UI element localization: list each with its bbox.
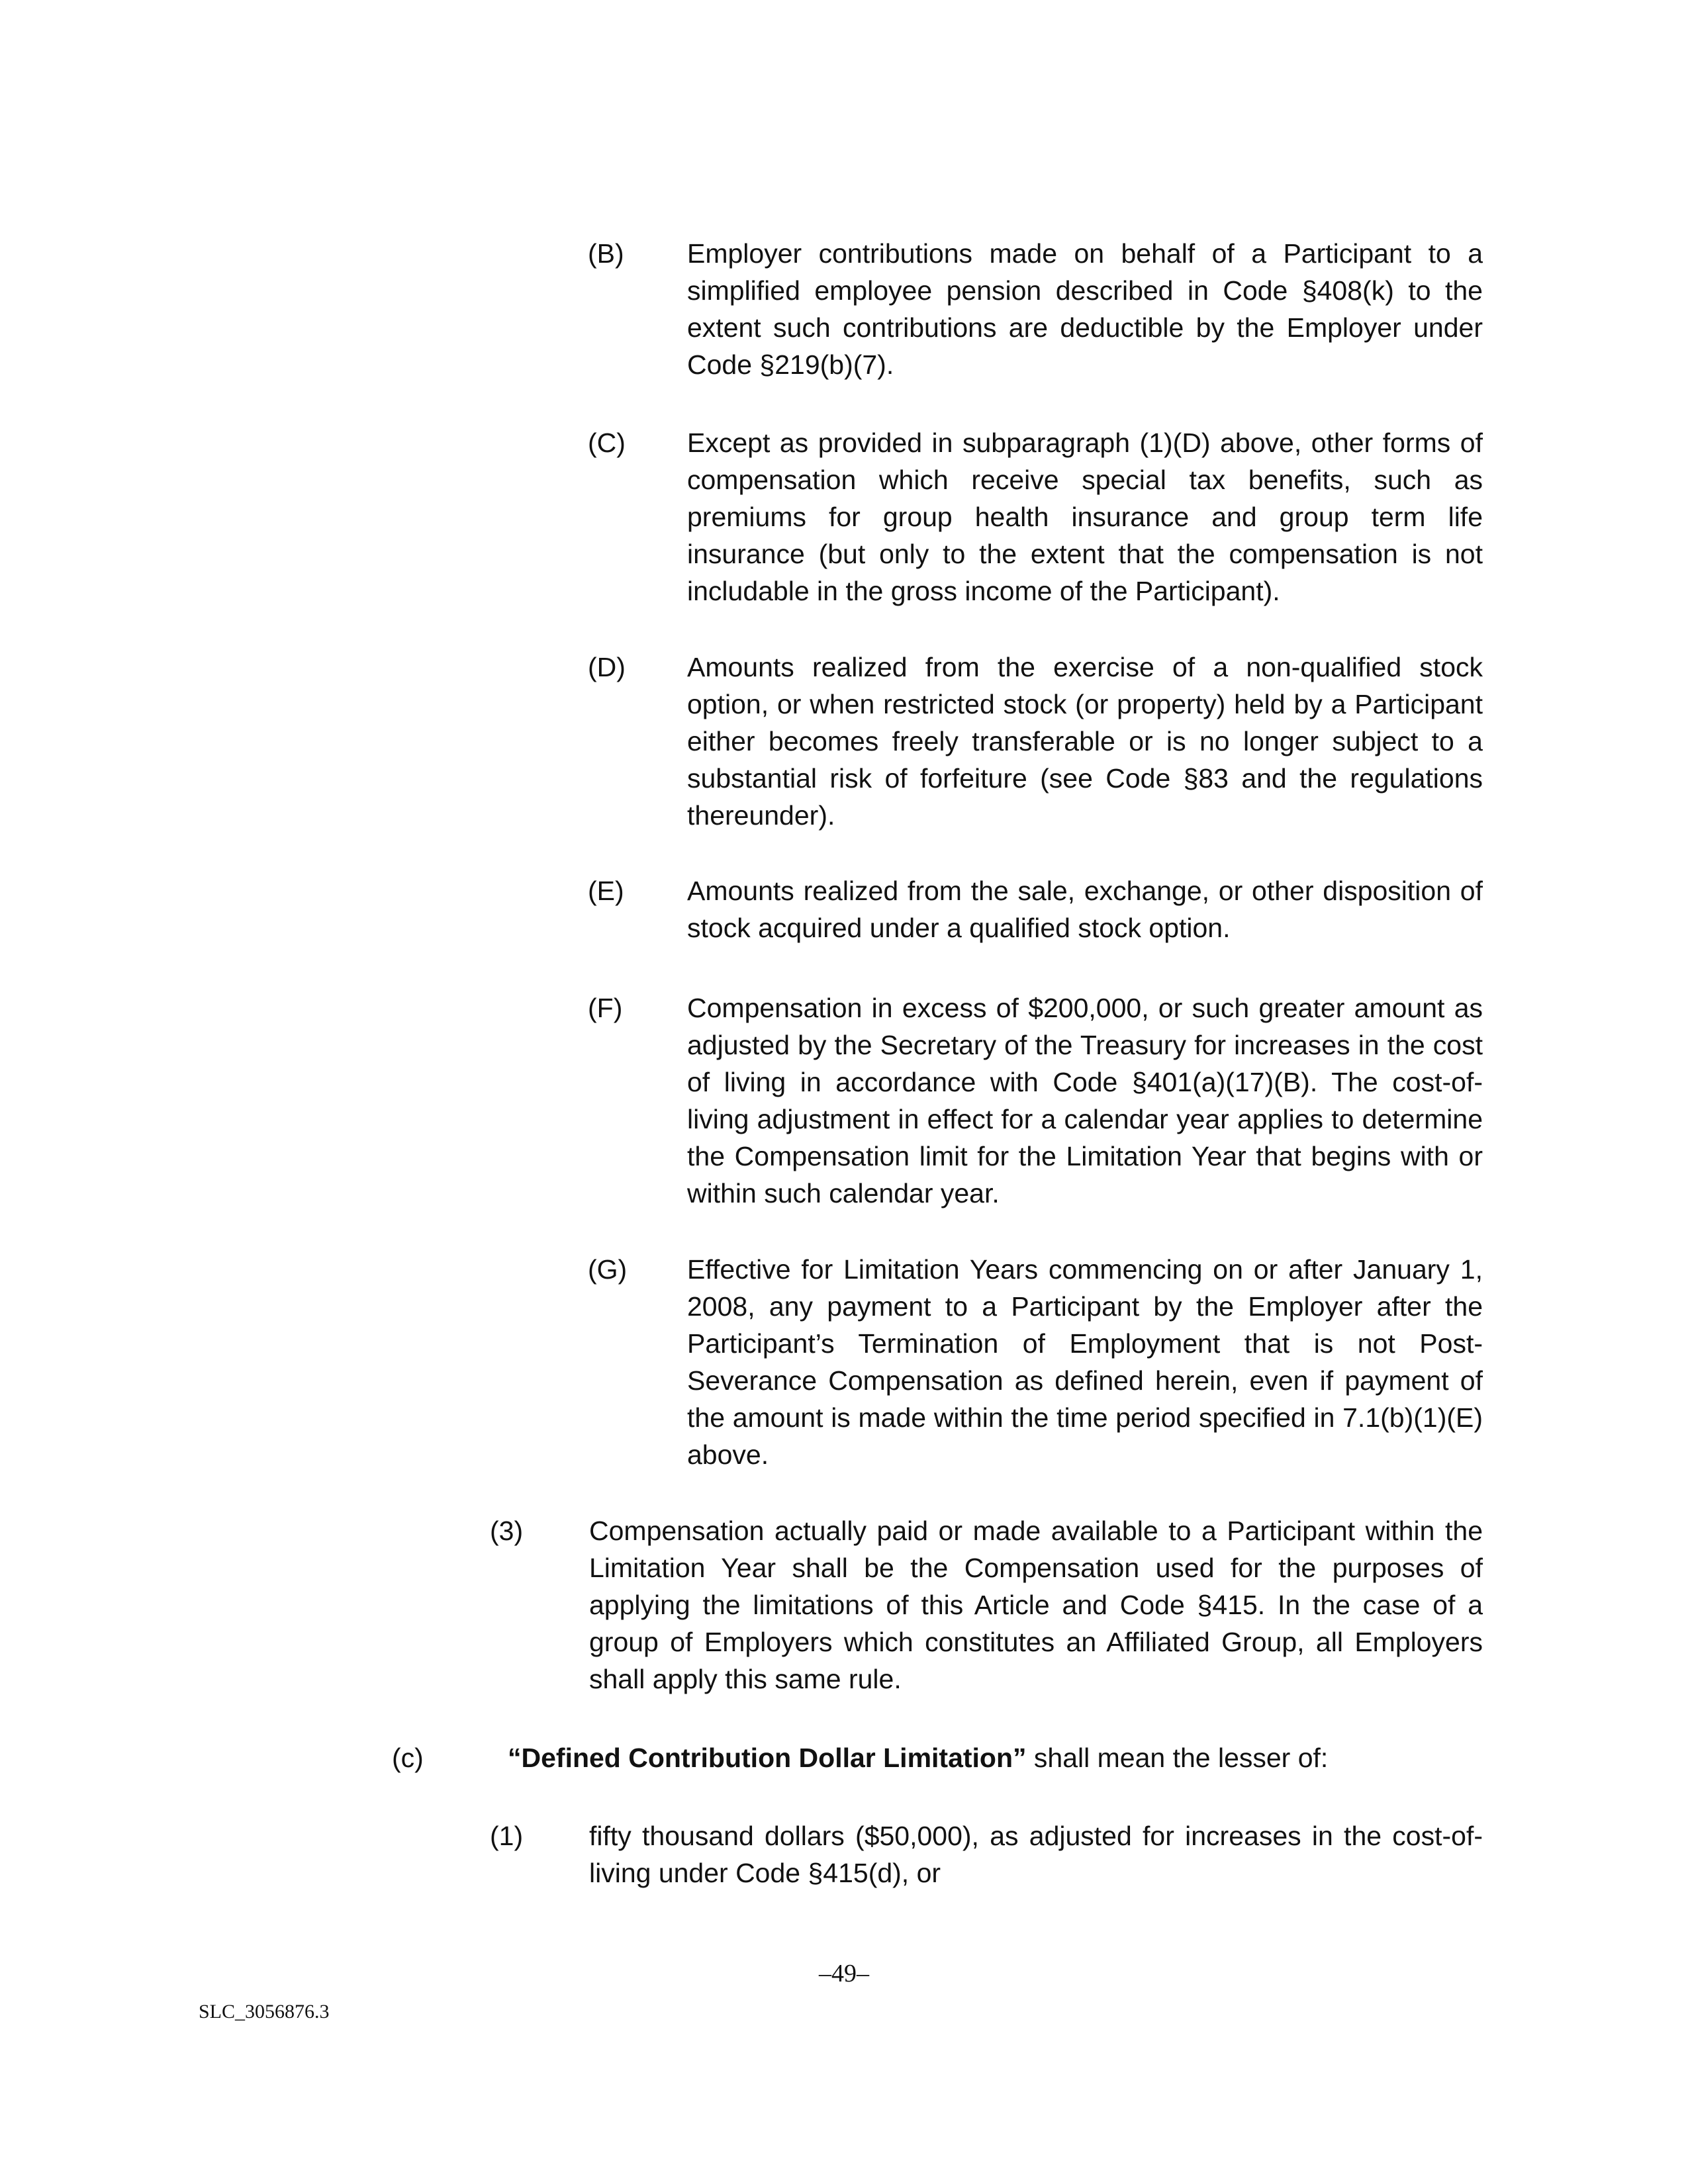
subparagraph-f bbox=[588, 989, 1483, 1214]
paragraph-text: fifty thousand dollars ($50,000), as adjusted for increases in the cost-of-living under Code §415(d), or bbox=[589, 1821, 1483, 1888]
section-c bbox=[392, 1739, 1483, 1779]
subparagraph-text: Employer contributions made on behalf of a Participant to a simplified employee pension described in Code §408(k) to the extent such contributions are deductible by the Employer under Code §219(b)(7). bbox=[687, 238, 1483, 380]
subparagraph-label: (G) bbox=[588, 1254, 628, 1285]
paragraph-3 bbox=[490, 1512, 1483, 1704]
subparagraph-label: (C) bbox=[588, 428, 626, 458]
subparagraph-text: Amounts realized from the sale, exchange, or other disposition of stock acquired under a qualified stock option. bbox=[687, 876, 1483, 943]
section-text bbox=[508, 1739, 1483, 1776]
subparagraph-c bbox=[588, 424, 1483, 616]
subparagraph-g bbox=[588, 1251, 1483, 1476]
subparagraph-label: (F) bbox=[588, 993, 623, 1023]
subparagraph-b bbox=[588, 235, 1483, 387]
subparagraph-d bbox=[588, 649, 1483, 841]
definition-text: shall mean the lesser of: bbox=[1026, 1743, 1329, 1773]
subparagraph-label: (B) bbox=[588, 238, 624, 269]
document-id: SLC_3056876.3 bbox=[199, 2001, 330, 2023]
subparagraph-label: (D) bbox=[588, 652, 626, 682]
defined-term: “Defined Contribution Dollar Limitation” bbox=[508, 1743, 1027, 1773]
paragraph-label: (3) bbox=[490, 1516, 524, 1546]
subparagraph-text: Compensation in excess of $200,000, or such greater amount as adjusted by the Secretary of the Treasury for increases in the cost of living in accordance with Code §401(a)(17)(B). The cost-of-living adjustment in effect for a calendar year applies to determine the Compensation limit for the Limitation Year that begins with or within such calendar year. bbox=[687, 993, 1483, 1208]
subparagraph-text: Except as provided in subparagraph (1)(D) above, other forms of compensation which receive special tax benefits, such as premiums for group health insurance and group term life insurance (but only to the extent that the compensation is not includable in the gross income of the Participant). bbox=[687, 428, 1483, 606]
paragraph-label: (1) bbox=[490, 1821, 524, 1851]
section-label: (c) bbox=[392, 1743, 424, 1773]
subparagraph-label: (E) bbox=[588, 876, 624, 906]
subparagraph-text: Effective for Limitation Years commencing on or after January 1, 2008, any payment to a Participant by the Employer after the Participant’s Termination of Employment that is not Post-Severance Compensation as defined herein, even if payment of the amount is made within the time period specified in 7.1(b)(1)(E) above. bbox=[687, 1254, 1483, 1470]
subparagraph-text: Amounts realized from the exercise of a non-qualified stock option, or when restricted stock (or property) held by a Participant either becomes freely transferable or is no longer subject to a substantial risk of forfeiture (see Code §83 and the regulations thereunder). bbox=[687, 652, 1483, 831]
page-number: –49– bbox=[819, 1960, 869, 1987]
paragraph-1 bbox=[490, 1817, 1483, 1897]
subparagraph-e bbox=[588, 872, 1483, 952]
paragraph-text: Compensation actually paid or made available to a Participant within the Limitation Year shall be the Compensation used for the purposes of applying the limitations of this Article and Code §415. In the case of a group of Employers which constitutes an Affiliated Group, all Employers shall apply this same rule. bbox=[589, 1516, 1483, 1694]
